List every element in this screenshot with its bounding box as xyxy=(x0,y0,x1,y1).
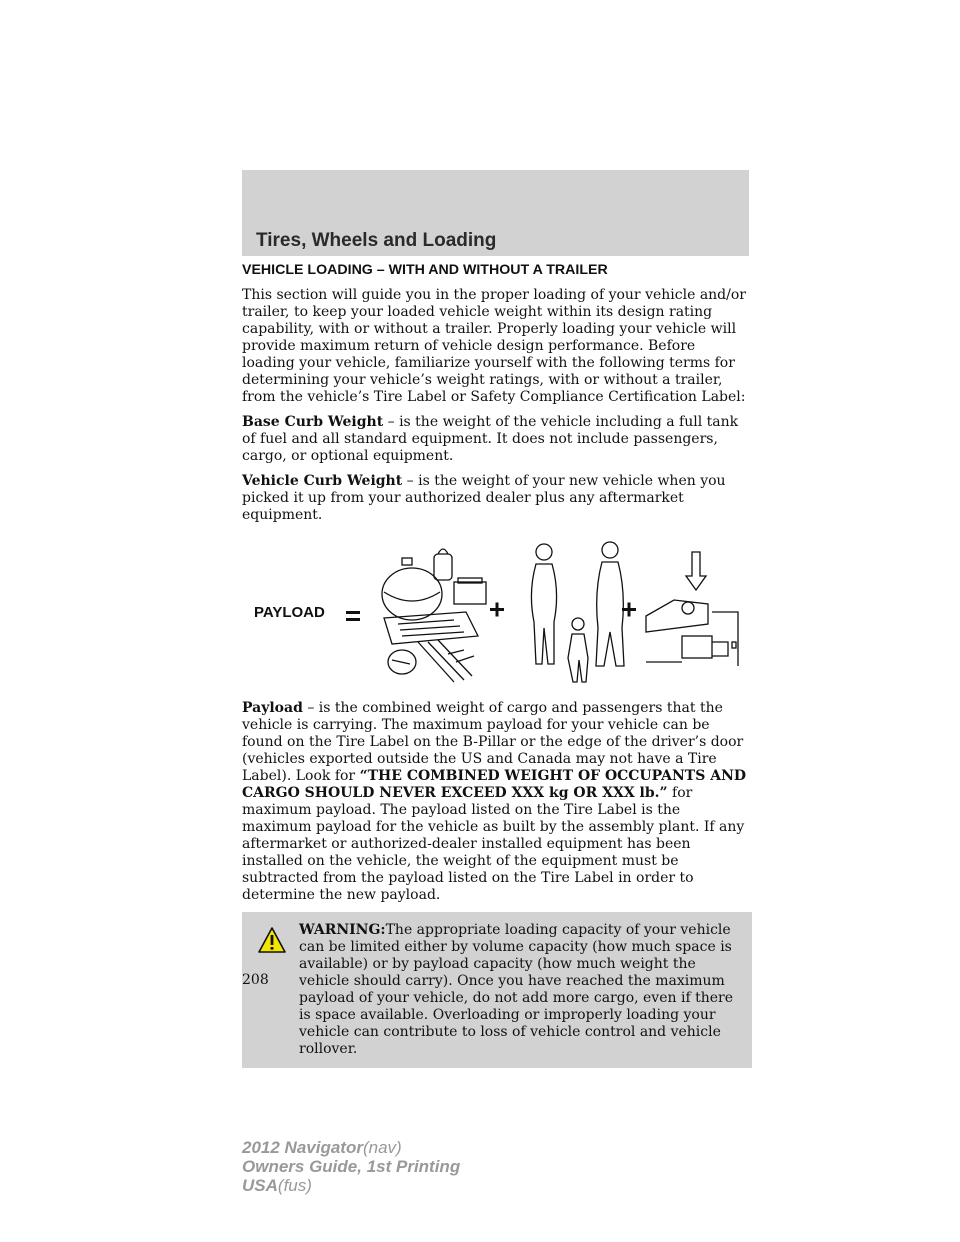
payload-label: PAYLOAD xyxy=(254,604,325,621)
trailer-hitch-icon xyxy=(646,552,738,666)
page-content xyxy=(242,262,752,1068)
footer-market-code: (fus) xyxy=(277,1176,312,1195)
footer-market: USA xyxy=(242,1176,278,1195)
warning-body: The appropriate loading capacity of your vehicle can be limited either by volume capacity (how much space is available) or by payload capacity (how much weight the vehicle should carry). Once you have reached the maximum payload of your vehicle, do not add more cargo, even if there is space available. Overloading or improperly loading your vehicle can contribute to loss of vehicle control and vehicle rollover. xyxy=(299,922,733,1057)
plus-icon xyxy=(622,603,636,617)
passengers-icon xyxy=(531,542,624,682)
warning-box xyxy=(242,912,752,1068)
payload-paragraph xyxy=(242,700,752,904)
payload-text-1: – is the combined weight of cargo and passengers that the vehicle is carrying. The maximum payload for your vehicle can be found on the Tire Label on the B-Pillar or the edge of the driver’s door (vehicles exported outside the US and Canada may not have a Tire Label). Look for xyxy=(242,700,744,784)
cargo-icon xyxy=(382,549,486,682)
payload-emphasis: “THE COMBINED WEIGHT OF OCCUPANTS AND CARGO SHOULD NEVER EXCEED XXX kg OR XXX lb.” xyxy=(242,768,747,801)
section-title: VEHICLE LOADING – WITH AND WITHOUT A TRAILER xyxy=(242,262,608,278)
vehicle-curb-weight-term: Vehicle Curb Weight xyxy=(242,473,403,489)
payload-illustration xyxy=(242,532,752,692)
vehicle-curb-weight-paragraph xyxy=(242,473,752,524)
equals-icon xyxy=(346,611,360,621)
base-curb-weight-term: Base Curb Weight xyxy=(242,414,384,430)
payload-figure xyxy=(242,532,752,692)
print-footer xyxy=(242,1138,460,1195)
header-title: Tires, Wheels and Loading xyxy=(256,230,497,251)
payload-term: Payload xyxy=(242,700,303,716)
page-number: 208 xyxy=(242,972,269,988)
section-header xyxy=(242,170,749,256)
vehicle-curb-weight-text: – is the weight of your new vehicle when you picked it up from your authorized dealer plus any aftermarket equipment. xyxy=(242,473,726,523)
footer-model-code: (nav) xyxy=(362,1138,402,1157)
warning-text xyxy=(247,922,744,1058)
footer-guide: Owners Guide, 1st Printing xyxy=(242,1157,461,1176)
warning-triangle-icon xyxy=(257,926,287,954)
base-curb-weight-paragraph xyxy=(242,414,752,465)
payload-text-2: for maximum payload. The payload listed on the Tire Label is the maximum payload for the vehicle as built by the assembly plant. If any aftermarket or authorized-dealer installed equipment has been installed on the vehicle, the weight of the equipment must be subtracted from the payload listed on the Tire Label in order to determine the new payload. xyxy=(242,785,745,903)
plus-icon xyxy=(490,603,504,617)
intro-paragraph: This section will guide you in the proper loading of your vehicle and/or trailer, to keep your loaded vehicle weight within its design rating capability, with or without a trailer. Properly loading your vehicle will provide maximum return of vehicle design performance. Before loading your vehicle, familiarize yourself with the following terms for determining your vehicle’s weight ratings, with or without a trailer, from the vehicle’s Tire Label or Safety Compliance Certification Label: xyxy=(242,287,746,405)
base-curb-weight-text: – is the weight of the vehicle including a full tank of fuel and all standard equipment. It does not include passengers, cargo, or optional equipment. xyxy=(242,414,739,464)
warning-label: WARNING: xyxy=(299,922,386,938)
footer-model: 2012 Navigator xyxy=(242,1138,363,1157)
